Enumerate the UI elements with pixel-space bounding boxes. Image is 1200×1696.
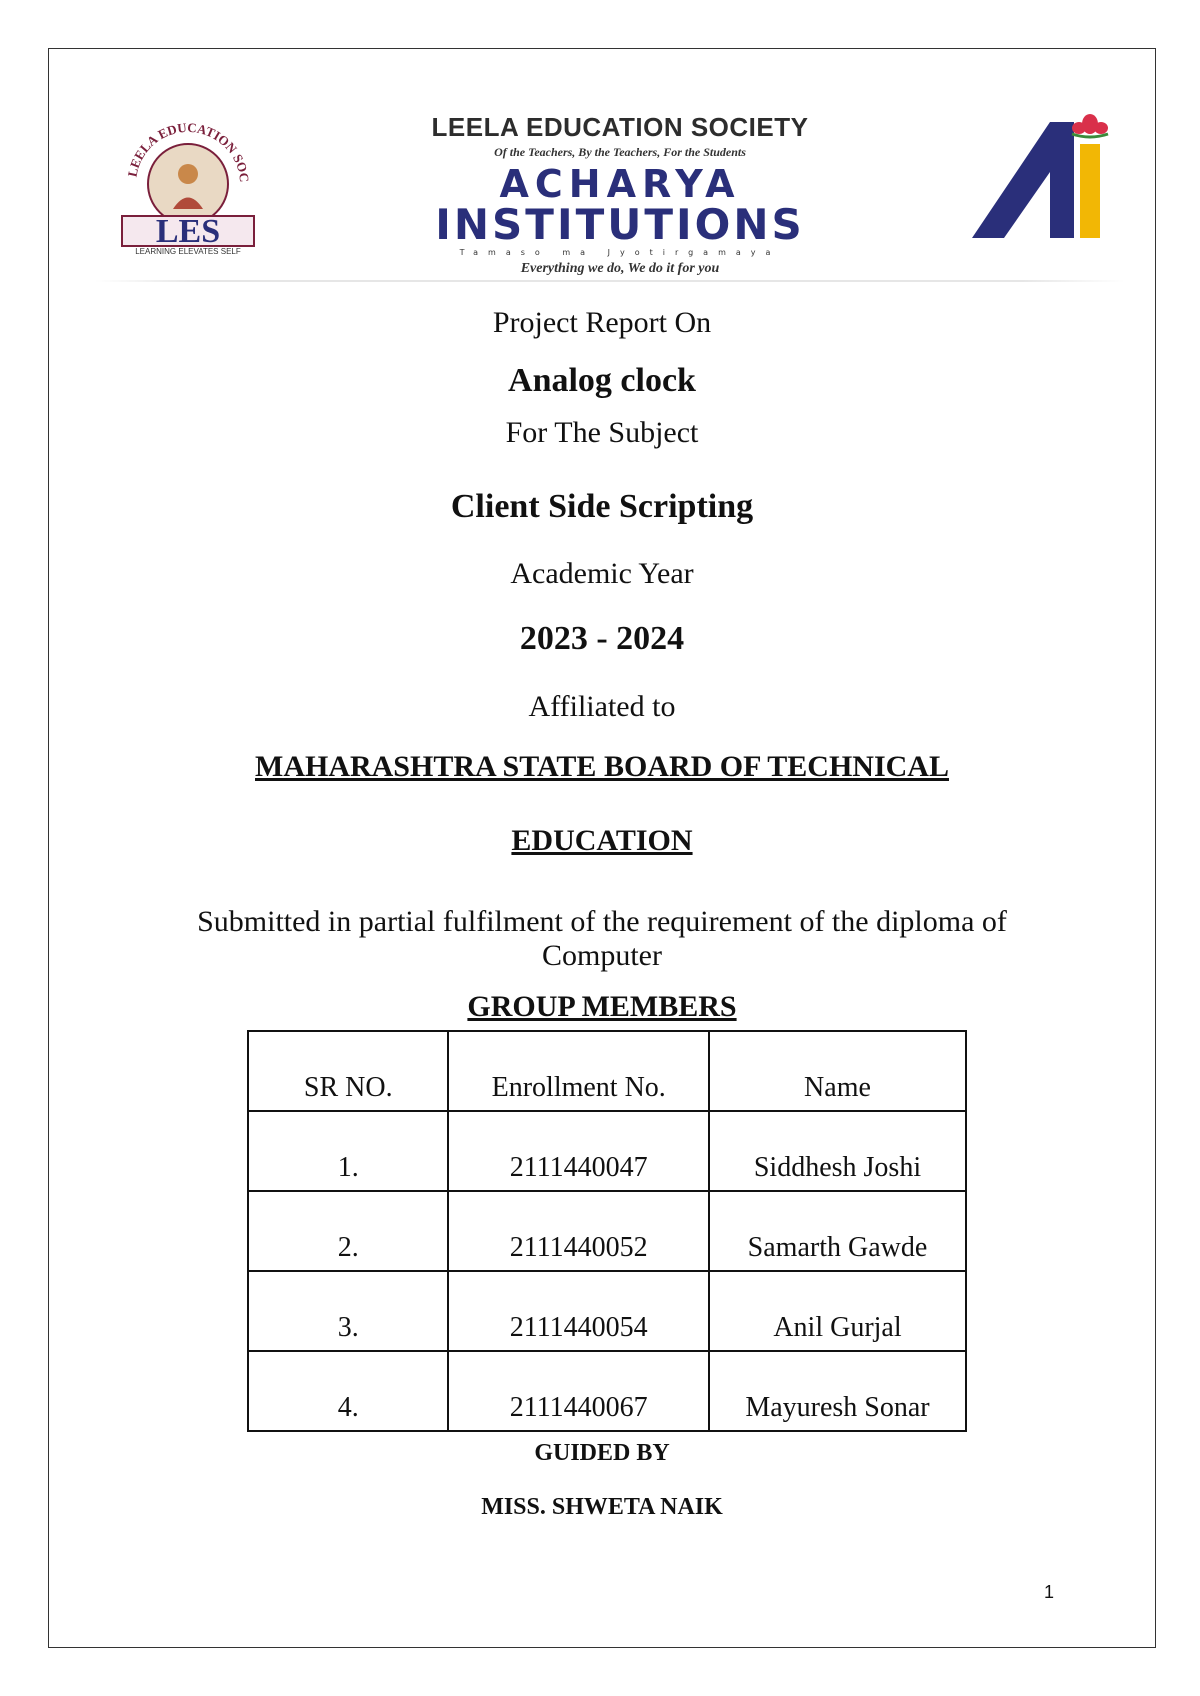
acharya-latin-motto: Tamaso ma Jyotirgamaya [459, 248, 781, 257]
project-title: Analog clock [508, 362, 696, 399]
enrollment-cell: 2111440054 [448, 1271, 709, 1351]
for-subject-label: For The Subject [505, 416, 699, 449]
name-cell: Mayuresh Sonar [709, 1351, 966, 1431]
enrollment-cell: 2111440047 [448, 1111, 709, 1191]
column-header: Name [709, 1031, 966, 1111]
sr-no-cell: 4. [248, 1351, 448, 1431]
institutions-word: INSTITUTIONS [435, 200, 805, 249]
acharya-motto: Everything we do, We do it for you [520, 261, 720, 276]
les-letters: LES [155, 213, 221, 250]
les-logo [118, 104, 258, 256]
board-name-line1: MAHARASHTRA STATE BOARD OF TECHNICAL [255, 750, 949, 783]
name-cell: Anil Gurjal [709, 1271, 966, 1351]
acharya-tagline: Of the Teachers, By the Teachers, For the Students [494, 145, 746, 159]
enrollment-cell: 2111440067 [448, 1351, 709, 1431]
name-cell: Samarth Gawde [709, 1191, 966, 1271]
header-divider [95, 280, 1125, 282]
academic-year: 2023 - 2024 [519, 620, 685, 657]
les-ring-text: LEELA EDUCATION SOC [124, 119, 253, 183]
board-name-line2: EDUCATION [511, 824, 693, 857]
table-row [248, 1191, 966, 1271]
acharya-word: ACHARYA [499, 162, 741, 206]
affiliated-label: Affiliated to [528, 690, 676, 723]
ai-logo [962, 110, 1122, 250]
les-slogan: LEARNING ELEVATES SELF [135, 247, 241, 256]
acharya-logo [400, 110, 840, 276]
lotus-icon [1072, 114, 1108, 137]
column-header: SR NO. [248, 1031, 448, 1111]
guided-by-label: GUIDED BY [534, 1440, 670, 1466]
table-row [248, 1271, 966, 1351]
page-number: 1 [1044, 1582, 1055, 1602]
group-members-heading: GROUP MEMBERS [467, 990, 737, 1023]
subject-name: Client Side Scripting [450, 488, 754, 525]
guide-name: MISS. SHWETA NAIK [481, 1494, 723, 1520]
sr-no-cell: 3. [248, 1271, 448, 1351]
table-header-row [248, 1031, 966, 1111]
group-members-table [247, 1030, 967, 1432]
academic-year-label: Academic Year [510, 557, 694, 590]
enrollment-cell: 2111440052 [448, 1191, 709, 1271]
sr-no-cell: 1. [248, 1111, 448, 1191]
submission-statement: Submitted in partial fulfilment of the requirement of the diploma of Computer [197, 905, 1007, 972]
table-row [248, 1111, 966, 1191]
report-intro: Project Report On [492, 306, 712, 339]
acharya-society-name: LEELA EDUCATION SOCIETY [431, 112, 809, 142]
table-row [248, 1351, 966, 1431]
sr-no-cell: 2. [248, 1191, 448, 1271]
name-cell: Siddhesh Joshi [709, 1111, 966, 1191]
column-header: Enrollment No. [448, 1031, 709, 1111]
